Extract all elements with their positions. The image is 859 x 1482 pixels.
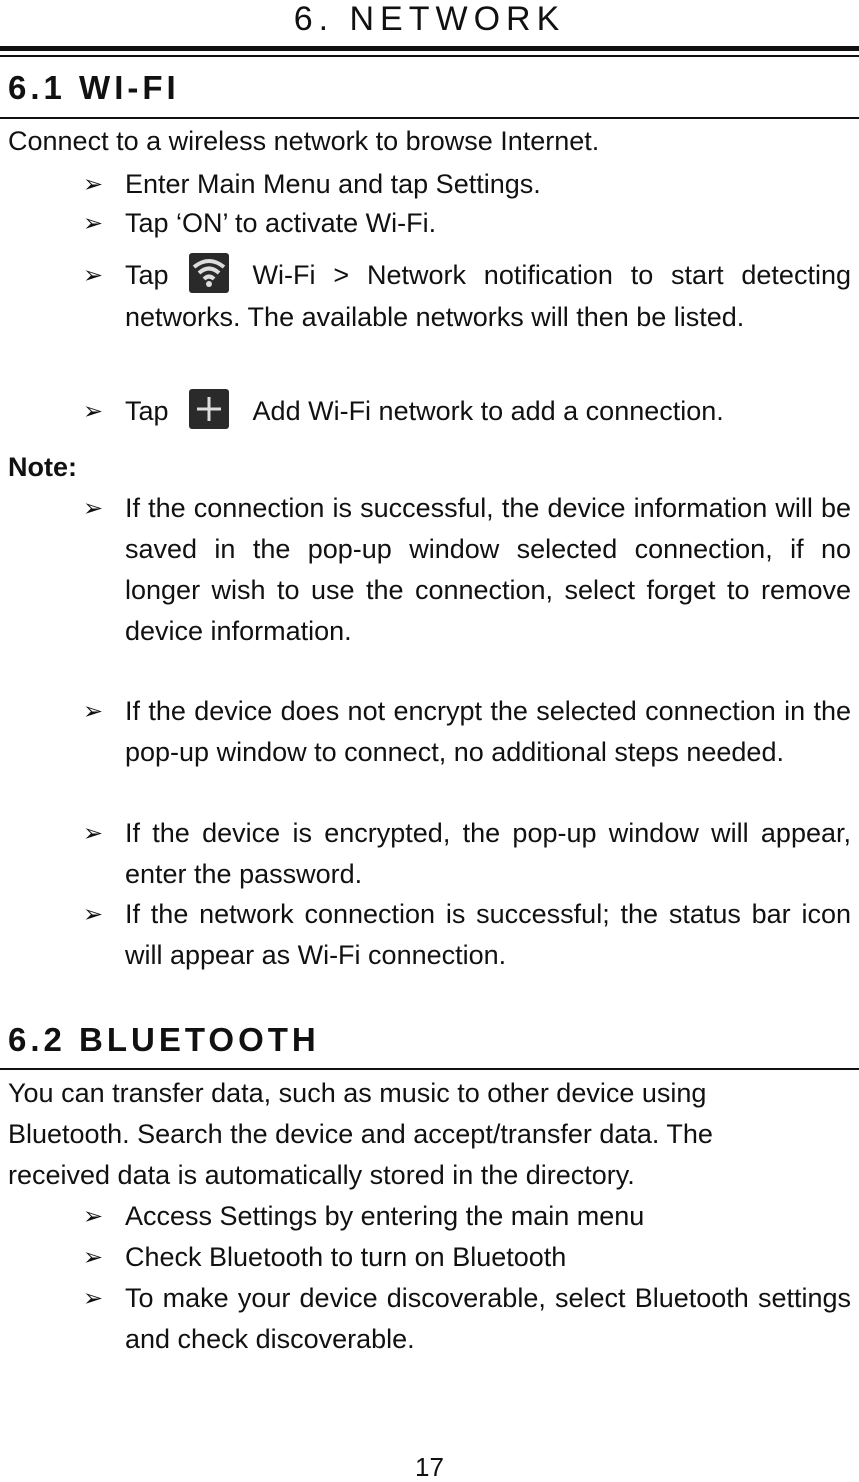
note-item-4 <box>83 894 851 976</box>
wifi-step-2 <box>83 203 851 244</box>
chapter-rule-thin <box>0 55 859 57</box>
section-title-bluetooth: 6.2 BLUETOOTH <box>8 1021 320 1058</box>
bluetooth-intro-line-3: received data is automatically stored in the directory. <box>8 1160 635 1190</box>
wifi-step-3-text <box>125 255 851 338</box>
wifi-step-4 <box>83 391 851 433</box>
bullet-arrow-icon: ➢ <box>83 495 104 522</box>
note-item-2-text: If the device does not encrypt the selected connection in the pop-up window to connect, no additional steps needed. <box>125 696 851 767</box>
bluetooth-step-3-text: To make your device discoverable, select Bluetooth settings and check discoverable. <box>125 1283 851 1354</box>
bluetooth-step-2 <box>83 1237 851 1278</box>
wifi-step-1-text: Enter Main Menu and tap Settings. <box>125 169 541 199</box>
chapter-title: 6. NETWORK <box>293 0 566 38</box>
wifi-step-2-text: Tap ‘ON’ to activate Wi-Fi. <box>125 208 437 238</box>
bullet-arrow-icon: ➢ <box>83 210 104 237</box>
wifi-step-4-rest: Add Wi-Fi network to add a connection. <box>252 396 724 426</box>
section-rule-wifi <box>0 117 859 119</box>
section-title-wifi: 6.1 WI-FI <box>8 69 180 106</box>
bullet-arrow-icon: ➢ <box>83 698 104 725</box>
bullet-arrow-icon: ➢ <box>83 262 104 289</box>
bullet-arrow-icon: ➢ <box>83 171 104 198</box>
section-rule-bluetooth <box>0 1068 859 1070</box>
note-label: Note: <box>8 452 77 482</box>
wifi-icon <box>189 253 229 293</box>
chapter-rule <box>0 46 859 51</box>
note-item-4-text: If the network connection is successful; the status bar icon will appear as Wi-Fi connection. <box>125 899 851 970</box>
wifi-step-3 <box>83 255 851 338</box>
bluetooth-intro-line-1: You can transfer data, such as music to other device using <box>8 1078 707 1108</box>
bullet-arrow-icon: ➢ <box>83 1285 104 1312</box>
wifi-step-1 <box>83 164 851 205</box>
note-item-2 <box>83 691 851 773</box>
bullet-arrow-icon: ➢ <box>83 1244 104 1271</box>
plus-icon <box>189 389 229 429</box>
note-item-1-text: If the connection is successful, the device information will be saved in the pop-up window selected connection, if no longer wish to use the connection, select forget to remove device information. <box>125 493 851 646</box>
bullet-arrow-icon: ➢ <box>83 901 104 928</box>
note-item-3 <box>83 813 851 895</box>
tap-label: Tap <box>125 396 169 426</box>
wifi-step-4-text <box>125 391 851 433</box>
bullet-arrow-icon: ➢ <box>83 820 104 847</box>
tap-label: Tap <box>125 260 169 290</box>
bluetooth-step-3 <box>83 1278 851 1360</box>
bullet-arrow-icon: ➢ <box>83 398 104 425</box>
wifi-step-3-rest: Wi-Fi > Network notification to start detecting networks. The available networks will then be listed. <box>125 260 851 332</box>
bullet-arrow-icon: ➢ <box>83 1203 104 1230</box>
note-item-3-text: If the device is encrypted, the pop-up window will appear, enter the password. <box>125 818 851 889</box>
bluetooth-intro-line-2: Bluetooth. Search the device and accept/transfer data. The <box>8 1119 713 1149</box>
note-item-1 <box>83 488 851 652</box>
bluetooth-step-1-text: Access Settings by entering the main menu <box>125 1201 645 1231</box>
page-number: 17 <box>415 1452 444 1482</box>
wifi-intro: Connect to a wireless network to browse Internet. <box>8 126 600 156</box>
bluetooth-step-2-text: Check Bluetooth to turn on Bluetooth <box>125 1242 567 1272</box>
bluetooth-step-1 <box>83 1196 851 1237</box>
